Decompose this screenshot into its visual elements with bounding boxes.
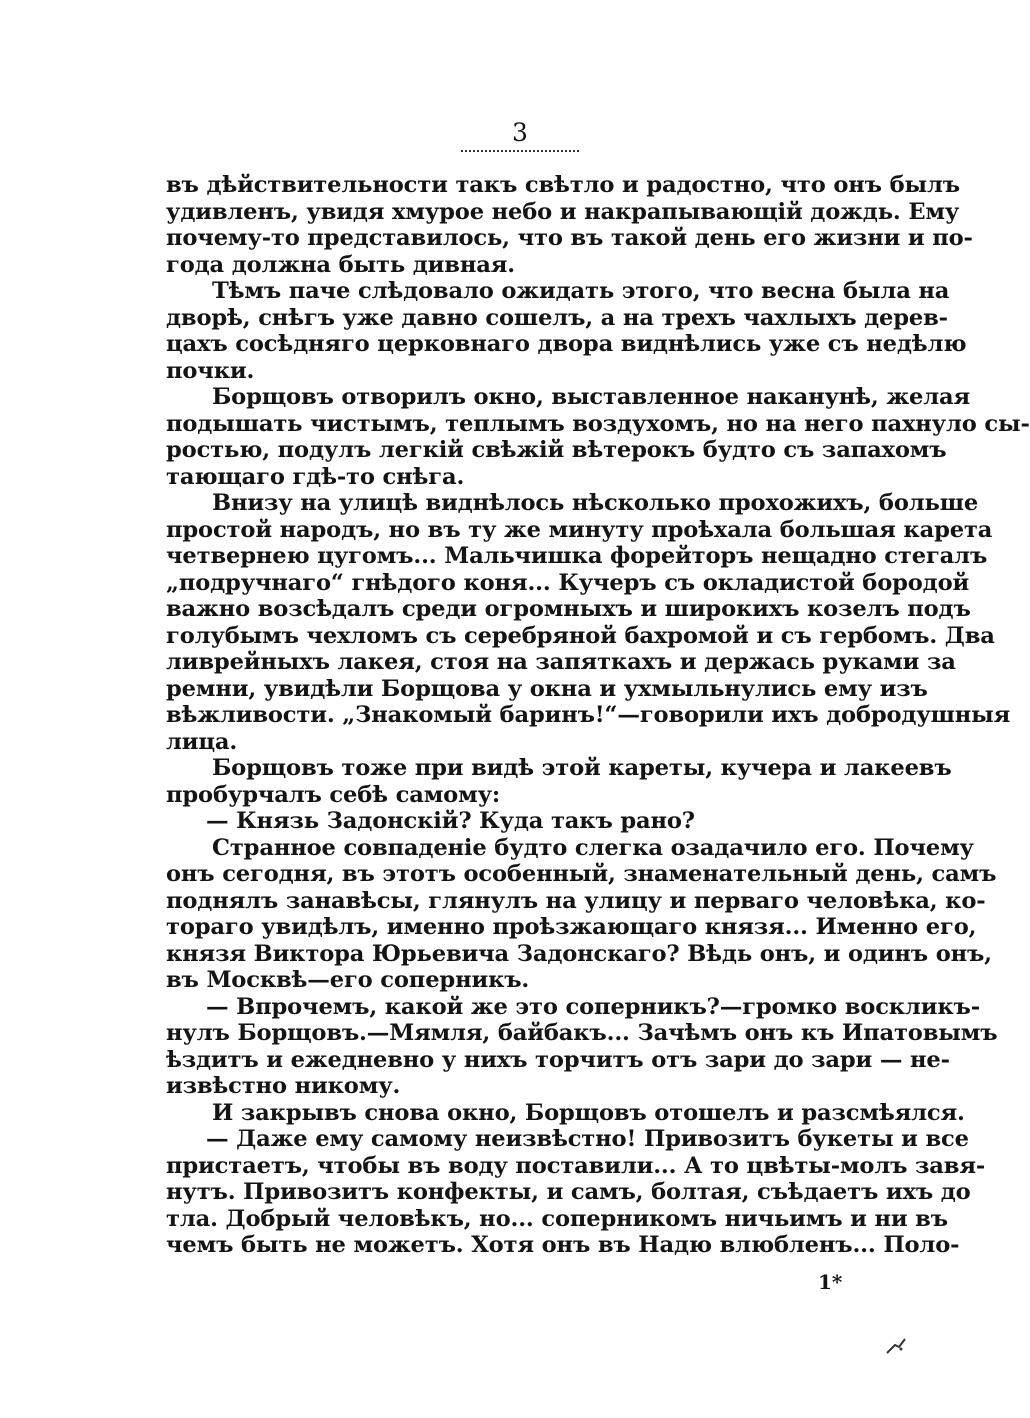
text-line: извѣстно никому.: [166, 1073, 401, 1099]
text-line: И закрывъ снова окно, Борщовъ отошелъ и разсмѣялся.: [212, 1099, 965, 1126]
text-line: пробурчалъ себѣ самому:: [166, 781, 501, 808]
text-line: ливрейныхъ лакея, стоя на запяткахъ и держась руками за: [166, 649, 956, 675]
text-line: голубымъ чехломъ съ серебряной бахромой и съ гербомъ. Два: [166, 622, 995, 649]
text-paragraph: [166, 755, 952, 808]
text-line: нутъ. Привозитъ конфекты, и самъ, болтая, съѣдаетъ ихъ до: [166, 1179, 971, 1205]
text-line: онъ сегодня, въ этотъ особенный, знаменательный день, самъ: [166, 861, 997, 887]
text-line: чемъ быть не можетъ. Хотя онъ въ Надю влюбленъ... Поло-: [166, 1232, 960, 1258]
text-line: ростью, подулъ легкій свѣжій вѣтерокъ будто съ запахомъ: [166, 437, 947, 463]
page-number-rule: [461, 150, 579, 152]
page-number: 3: [512, 118, 528, 147]
text-line: въ Москвѣ—его соперникъ.: [166, 967, 530, 993]
body-text: [166, 172, 1030, 1259]
text-line: ремни, увидѣли Борщова у окна и ухмыльнулись ему изъ: [166, 675, 928, 702]
text-line: простой народъ, но въ ту же минуту проѣхала большая карета: [166, 516, 993, 543]
ink-speck-mark: [885, 1335, 907, 1355]
text-line: тораго увидѣлъ, именно проѣзжающаго князя... Именно его,: [166, 914, 977, 940]
text-paragraph: [166, 490, 1011, 755]
text-line: нулъ Борщовъ.—Мямля, байбакъ... Зачѣмъ онъ къ Ипатовымъ: [166, 1020, 998, 1046]
text-line: пристаетъ, чтобы въ воду поставили... А то цвѣты-молъ завя-: [166, 1152, 986, 1179]
text-line: четвернею цугомъ... Мальчишка форейторъ нещадно стегалъ: [166, 543, 988, 569]
text-line: Тѣмъ паче слѣдовало ожидать этого, что весна была на: [212, 278, 950, 304]
text-line: почему-то представилось, что въ такой день его жизни и по-: [166, 225, 973, 251]
text-line: поднялъ занавѣсы, глянулъ на улицу и перваго человѣка, ко-: [166, 887, 986, 914]
text-paragraph: [166, 384, 1030, 490]
text-paragraph: [166, 834, 997, 994]
text-line: почки.: [166, 357, 255, 384]
text-line: — Впрочемъ, какой же это соперникъ?—громко воскликъ-: [206, 993, 980, 1020]
text-line: — Князь Задонскій? Куда такъ рано?: [206, 808, 695, 834]
text-line: Борщовъ тоже при видѣ этой кареты, кучера и лакеевъ: [212, 755, 952, 781]
text-paragraph: [166, 278, 967, 384]
text-line: Странное совпаденіе будто слегка озадачило его. Почему: [212, 834, 974, 861]
text-line: Внизу на улицѣ виднѣлось нѣсколько прохожихъ, больше: [212, 490, 979, 516]
dialogue-paragraph: [166, 808, 866, 835]
text-line: лица.: [166, 728, 238, 755]
text-line: дворѣ, снѣгъ уже давно сошелъ, а на трехъ чахлыхъ дерев-: [166, 304, 948, 331]
text-line: тающаго гдѣ-то снѣга.: [166, 463, 465, 490]
text-line: удивленъ, увидя хмурое небо и накрапывающій дождь. Ему: [166, 198, 960, 225]
text-line: — Даже ему самому неизвѣстно! Привозитъ букеты и все: [206, 1126, 969, 1152]
text-line: „подручнаго“ гнѣдого коня... Кучеръ съ окладистой бородой: [166, 569, 970, 596]
text-line: года должна быть дивная.: [166, 251, 515, 278]
printer-signature-mark: 1*: [818, 1270, 843, 1294]
text-line: цахъ сосѣдняго церковнаго двора виднѣлись уже съ недѣлю: [166, 331, 967, 357]
dialogue-paragraph: [166, 993, 998, 1100]
text-line: ѣздитъ и ежедневно у нихъ торчитъ отъ зари до зари — не-: [166, 1046, 950, 1073]
text-line: вѣжливости. „Знакомый баринъ!“—говорили ихъ добродушныя: [166, 702, 1011, 728]
text-line: тла. Добрый человѣкъ, но... соперникомъ ничьимъ и ни въ: [166, 1205, 948, 1232]
text-line: подышать чистымъ, теплымъ воздухомъ, но на него пахнуло сы-: [166, 410, 1030, 437]
text-paragraph: [166, 172, 973, 278]
text-line: въ дѣйствительности такъ свѣтло и радостно, что онъ былъ: [166, 172, 960, 198]
text-line: Борщовъ отворилъ окно, выставленное наканунѣ, желая: [212, 384, 971, 410]
dialogue-paragraph: [166, 1126, 986, 1259]
text-line: князя Виктора Юрьевича Задонскаго? Вѣдь онъ, и одинъ онъ,: [166, 940, 992, 967]
text-line: важно возсѣдалъ среди огромныхъ и широкихъ козелъ подъ: [166, 596, 971, 622]
text-paragraph: [166, 1099, 965, 1127]
